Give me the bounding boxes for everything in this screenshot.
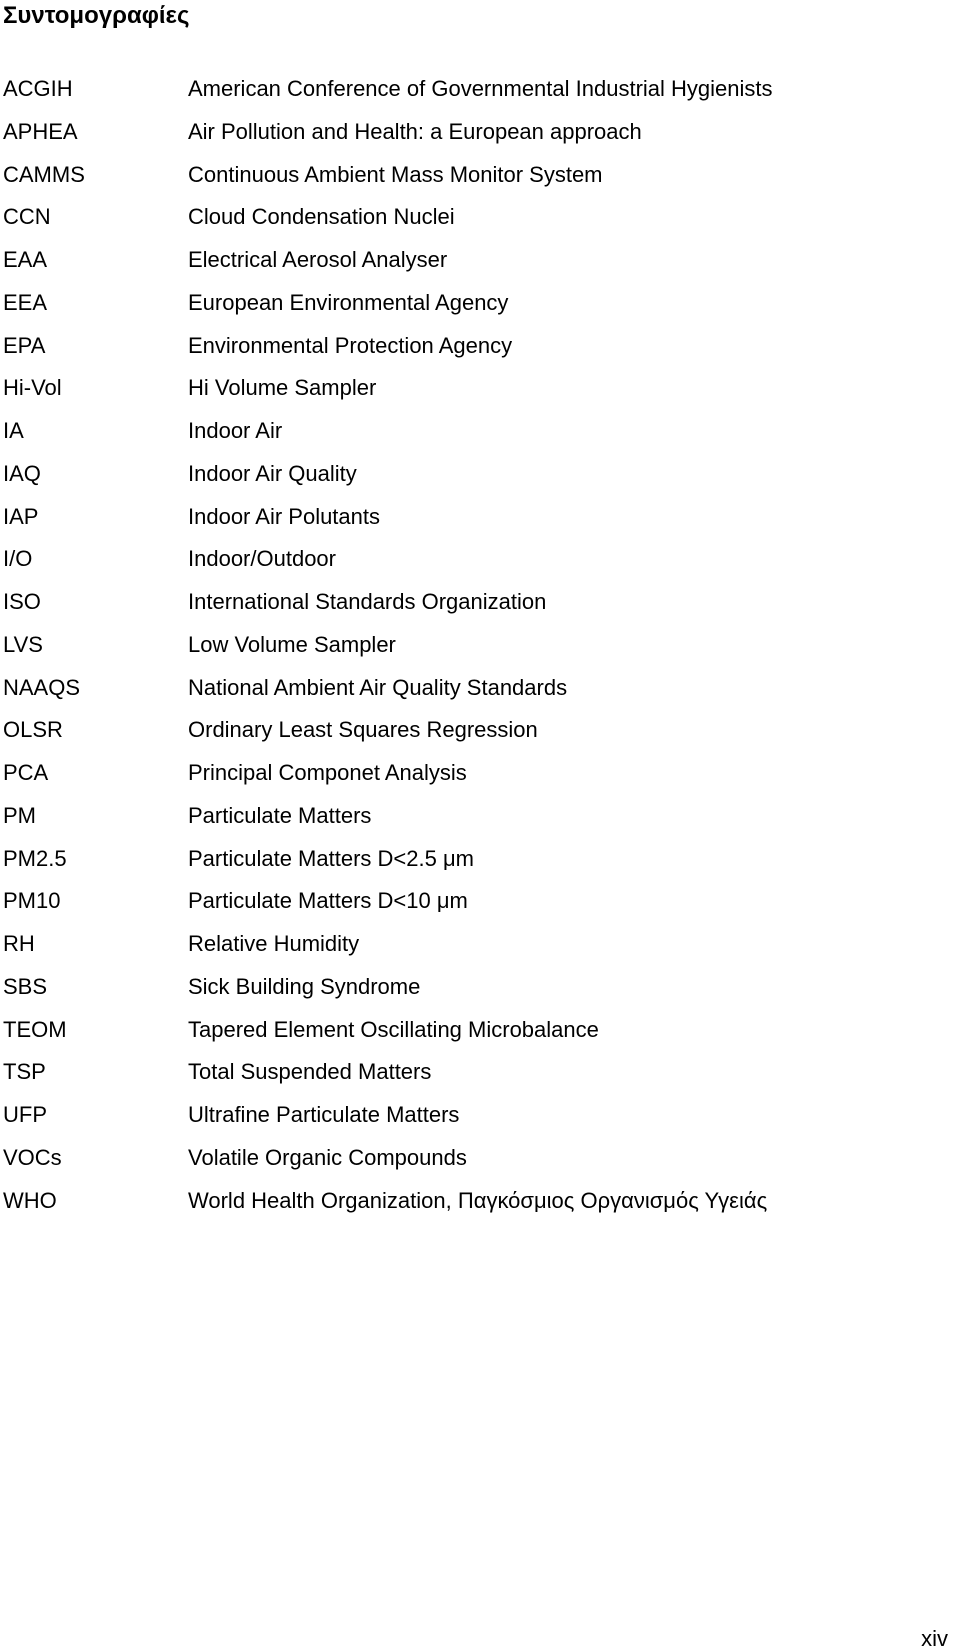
abbreviation-definition: Particulate Matters D<10 μm <box>188 888 468 914</box>
abbreviation-definition: International Standards Organization <box>188 589 547 614</box>
list-item <box>0 496 960 539</box>
list-item <box>0 880 960 923</box>
abbreviation-definition: Indoor Air Quality <box>188 460 357 486</box>
abbreviation-definition: World Health Organization, Παγκόσμιος Οργανισμός Υγειάς <box>188 1187 768 1213</box>
abbreviation-term: SBS <box>3 973 48 999</box>
list-item <box>0 795 960 838</box>
abbreviation-term: UFP <box>3 1102 47 1127</box>
abbreviation-definition: Total Suspended Matters <box>188 1059 432 1085</box>
abbreviation-term: EEA <box>3 289 48 315</box>
list-item <box>0 624 960 667</box>
abbreviation-definition: Sick Building Syndrome <box>188 973 421 999</box>
abbreviation-term: TSP <box>3 1059 46 1085</box>
abbreviation-definition: Relative Humidity <box>188 931 360 956</box>
abbreviation-definition: Environmental Protection Agency <box>188 332 513 358</box>
abbreviation-definition: Particulate Matters <box>188 802 372 828</box>
list-item <box>0 581 960 624</box>
abbreviation-term: CAMMS <box>3 161 85 187</box>
page-number: xiv <box>921 1626 948 1651</box>
list-item <box>0 1051 960 1094</box>
abbreviation-term: RH <box>3 931 35 956</box>
abbreviation-term: Hi-Vol <box>3 375 62 401</box>
list-item <box>0 453 960 496</box>
list-item <box>0 239 960 282</box>
abbreviation-term: I/O <box>3 546 33 572</box>
abbreviation-term: LVS <box>3 631 43 657</box>
list-item <box>0 538 960 581</box>
abbreviation-term: ACGIH <box>3 76 73 101</box>
list-item <box>0 752 960 795</box>
abbreviation-definition: Indoor Air Polutants <box>188 503 381 529</box>
abbreviation-term: WHO <box>3 1187 57 1213</box>
abbreviation-term: CCN <box>3 204 51 230</box>
abbreviation-definition: Ordinary Least Squares Regression <box>188 717 538 743</box>
abbreviation-definition: Principal Componet Analysis <box>188 760 467 785</box>
abbreviation-term: IAQ <box>3 460 41 486</box>
abbreviation-definition: Continuous Ambient Mass Monitor System <box>188 161 603 187</box>
abbreviation-term: IA <box>3 418 24 443</box>
abbreviation-definition: Indoor Air <box>188 418 283 443</box>
list-item <box>0 1009 960 1052</box>
list-item <box>0 196 960 239</box>
list-item <box>0 282 960 325</box>
abbreviation-term: APHEA <box>3 118 78 144</box>
list-item <box>0 966 960 1009</box>
abbreviation-term: EAA <box>3 247 48 272</box>
list-item <box>0 111 960 154</box>
list-item <box>0 1094 960 1137</box>
abbreviation-definition: Volatile Organic Compounds <box>188 1144 467 1170</box>
list-item <box>0 1137 960 1180</box>
list-item <box>0 367 960 410</box>
abbreviation-term: NAAQS <box>3 674 81 700</box>
abbreviation-definition: Electrical Aerosol Analyser <box>188 247 448 272</box>
abbreviation-definition: Hi Volume Sampler <box>188 375 377 401</box>
abbreviation-term: TEOM <box>3 1016 67 1042</box>
abbreviation-definition: Cloud Condensation Nuclei <box>188 204 455 230</box>
list-item <box>0 1180 960 1223</box>
list-item <box>0 923 960 966</box>
abbreviation-term: PM10 <box>3 888 61 914</box>
abbreviation-term: VOCs <box>3 1144 62 1170</box>
abbreviation-definition: Tapered Element Oscillating Microbalance <box>188 1016 599 1042</box>
abbreviation-term: IAP <box>3 503 39 529</box>
abbreviation-definition: Air Pollution and Health: a European approach <box>188 118 642 144</box>
abbreviation-term: EPA <box>3 332 46 358</box>
abbreviation-definition: Indoor/Outdoor <box>188 546 336 572</box>
list-item <box>0 709 960 752</box>
abbreviation-definition: Particulate Matters D<2.5 μm <box>188 845 474 871</box>
list-item <box>0 154 960 197</box>
abbreviations-list <box>0 68 960 1222</box>
abbreviation-term: PM2.5 <box>3 845 67 871</box>
abbreviation-definition: European Environmental Agency <box>188 289 509 315</box>
abbreviation-term: PM <box>3 802 36 828</box>
abbreviation-definition: American Conference of Governmental Industrial Hygienists <box>188 76 773 101</box>
list-item <box>0 325 960 368</box>
abbreviation-term: ISO <box>3 589 41 614</box>
list-item <box>0 68 960 111</box>
abbreviation-definition: Low Volume Sampler <box>188 631 396 657</box>
abbreviation-definition: Ultrafine Particulate Matters <box>188 1102 460 1127</box>
list-item <box>0 838 960 881</box>
list-item <box>0 667 960 710</box>
abbreviation-term: OLSR <box>3 717 63 743</box>
page-title: Συντομογραφίες <box>3 2 190 29</box>
list-item <box>0 410 960 453</box>
abbreviation-definition: National Ambient Air Quality Standards <box>188 674 568 700</box>
abbreviation-term: PCA <box>3 760 49 785</box>
